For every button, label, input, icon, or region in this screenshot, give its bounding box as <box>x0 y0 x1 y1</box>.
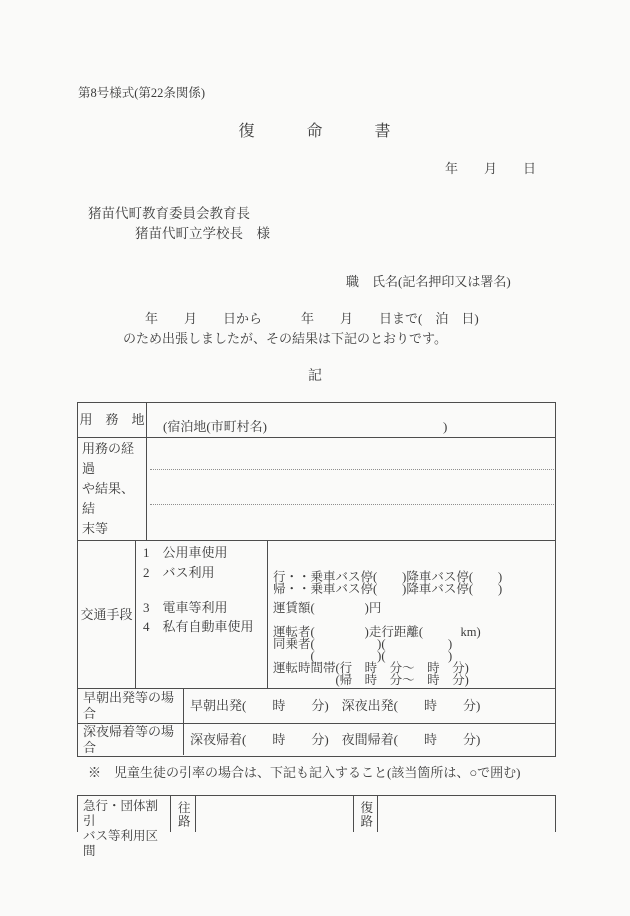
duty-place-row <box>78 403 555 437</box>
transport-details-cell <box>268 541 555 688</box>
bus-outbound-line: 行・・乗車バス停( )降車バス停( ) <box>273 570 503 584</box>
main-table <box>77 402 556 757</box>
progress-label-line-1: 用務の経過 <box>82 441 135 476</box>
form-title: 復 命 書 <box>238 123 392 140</box>
addressee-line-2: 猪苗代町立学校長 様 <box>135 226 270 241</box>
inbound-entry-cell <box>378 796 555 832</box>
transport-mode-3: 3 電車等利用 <box>143 600 228 615</box>
driver-line: 運転者( )走行距離( km) <box>273 625 481 639</box>
form-number: 第8号様式(第22条関係) <box>78 86 206 100</box>
inbound-label-cell <box>354 796 378 832</box>
progress-label-line-3: 末等 <box>82 521 109 536</box>
transport-label-cell <box>78 541 136 688</box>
duty-place-value-cell <box>147 403 555 437</box>
early-departure-fields: 早朝出発( 時 分) 深夜出発( 時 分) <box>190 698 481 713</box>
transport-mode-1: 1 公用車使用 <box>143 545 228 560</box>
late-return-label-cell <box>78 724 184 755</box>
addressee-line-1: 猪苗代町教育委員会教育長 <box>88 206 250 221</box>
late-return-fields: 深夜帰着( 時 分) 夜間帰着( 時 分) <box>190 731 481 747</box>
escort-note: ※ 児童生徒の引率の場合は、下記も記入すること(該当箇所は、○で囲む) <box>88 765 521 780</box>
transport-modes-cell <box>136 541 268 688</box>
passenger-line-2: ( )( ) <box>273 649 453 663</box>
early-departure-value-cell <box>184 689 555 723</box>
late-return-value-cell <box>184 724 555 755</box>
inbound-label: 復路 <box>358 800 373 828</box>
duty-place-label: 用 務 地 <box>79 412 145 427</box>
lodging-hint-close-paren: ) <box>443 419 448 434</box>
early-departure-label-cell <box>78 689 184 723</box>
ruled-dotted-line <box>150 469 554 470</box>
late-return-row <box>78 723 555 755</box>
progress-label-line-2: や結果、結 <box>82 481 135 516</box>
discount-bus-table <box>77 795 556 858</box>
late-return-label: 深夜帰着等の場合 <box>83 723 175 755</box>
drive-time-line-1: 運転時間帯(行 時 分～ 時 分) <box>273 661 469 675</box>
early-departure-label: 早朝出発等の場合 <box>83 690 175 721</box>
lodging-hint: (宿泊地(市町村名) <box>163 419 267 434</box>
fare-line: 運賃額( )円 <box>273 601 382 615</box>
outbound-label-cell <box>171 796 196 832</box>
ruled-dotted-line <box>150 504 554 505</box>
discount-bus-label-line-1: 急行・団体割引 <box>83 799 159 828</box>
transport-mode-4: 4 私有自動車使用 <box>143 619 254 634</box>
passenger-line-1: 同乗者( )( ) <box>273 637 453 651</box>
duty-place-label-cell <box>78 403 147 437</box>
early-departure-row <box>78 688 555 723</box>
date-line: 年 月 日 <box>445 161 537 176</box>
trip-statement-line: のため出張しましたが、その結果は下記のとおりです。 <box>123 331 447 346</box>
outbound-entry-cell <box>196 796 354 832</box>
progress-row <box>78 437 555 540</box>
progress-label-cell <box>78 438 147 540</box>
outbound-label: 往路 <box>176 800 191 828</box>
drive-time-line-2: (帰 時 分～ 時 分) <box>273 673 469 687</box>
bus-return-line: 帰・・乗車バス停( )降車バス停( ) <box>273 582 503 596</box>
transport-mode-2: 2 バス利用 <box>143 565 215 580</box>
discount-bus-label-cell <box>78 796 171 858</box>
discount-bus-label-line-2: バス等利用区間 <box>83 829 159 858</box>
transport-row <box>78 540 555 688</box>
transport-label: 交通手段 <box>80 606 133 622</box>
progress-entry-cell <box>147 438 555 540</box>
ki-heading: 記 <box>308 369 322 384</box>
trip-period-line: 年 月 日から 年 月 日まで( 泊 日) <box>145 311 479 326</box>
signer-line: 職 氏名(記名押印又は署名) <box>346 274 511 289</box>
